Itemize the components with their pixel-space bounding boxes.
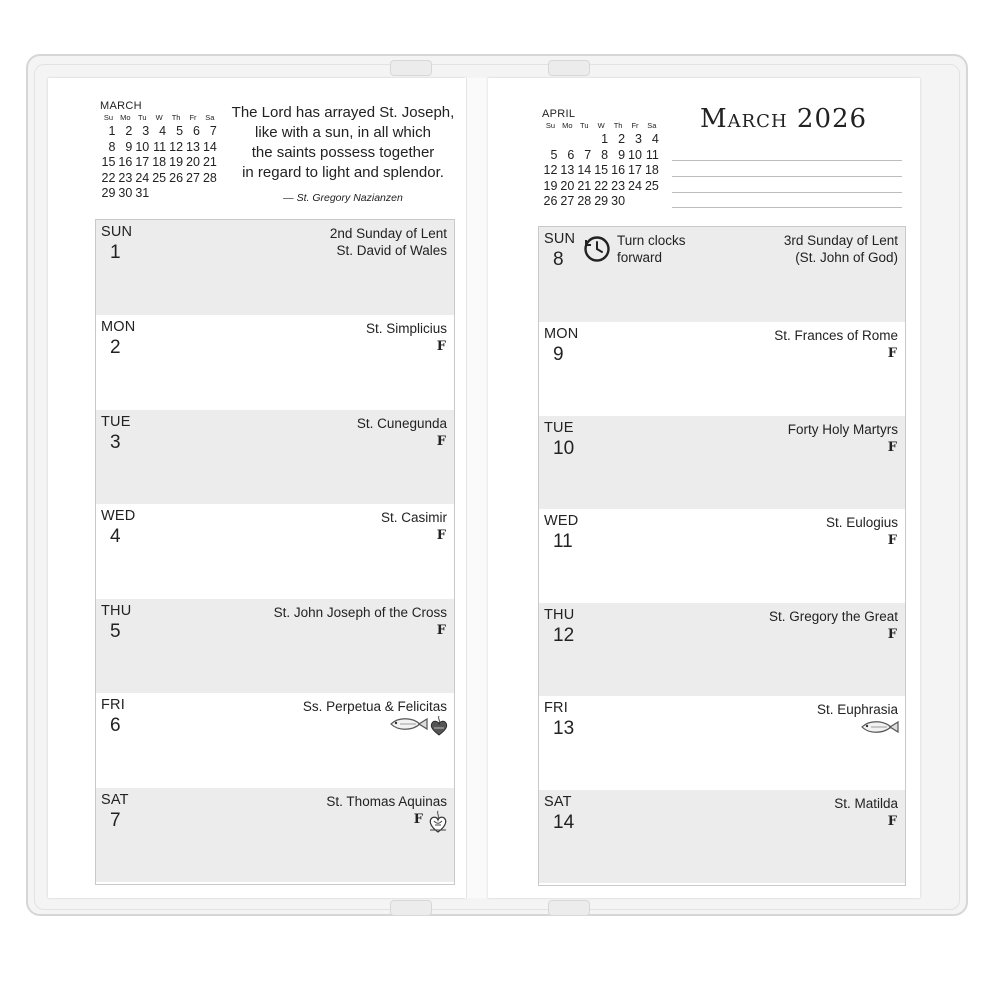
feast-text [303,698,447,715]
sacred-heart-icon [430,716,448,736]
feast-line: St. Matilda [834,796,898,811]
date-number: 14 [553,812,575,833]
mini-calendar-april [542,108,660,210]
mini-date: 16 [611,163,626,177]
feast-text [817,701,898,718]
day-of-week: THU [101,603,132,619]
feast-line: St. Euphrasia [816,702,898,717]
mini-week-row [542,148,660,164]
mini-weekday: Th [613,121,623,130]
quote-line: the saints possess together [251,144,435,161]
day-cell[interactable] [539,416,905,509]
immaculate-heart-icon [428,810,448,834]
mini-date: 18 [152,155,167,169]
note-line[interactable] [672,160,902,161]
date-number: 4 [110,526,121,547]
feast-line: St. Frances of Rome [774,328,898,343]
mini-date: 26 [169,170,184,185]
mini-weekday: Su [103,113,114,122]
mini-date: 4 [651,132,659,146]
feast-line: Forty Holy Martyrs [787,422,898,437]
cover-tab [548,60,590,76]
mini-date: 10 [135,139,150,154]
mini-date: 2 [618,132,626,146]
fasting-mark: F [436,623,446,638]
mini-calendar-grid [100,112,218,202]
feast-text [357,415,447,432]
mini-week-row [542,179,660,195]
day-cell[interactable] [539,790,905,883]
mini-date [627,194,644,210]
mini-date [201,186,218,202]
date-number: 3 [110,432,121,453]
feast-line: St. Gregory the Great [768,609,898,624]
mini-date: 17 [628,163,642,177]
feast-text [788,421,898,438]
mini-weekday: Fr [189,113,197,122]
quote-line: like with a sun, in all which [255,124,431,141]
mini-date: 7 [584,147,592,162]
feast-line: St. Casimir [380,510,447,525]
mini-date: 1 [601,132,609,146]
mini-weekday: Tu [138,113,147,122]
date-number: 8 [553,249,564,270]
mini-date: 20 [186,155,200,169]
day-cell[interactable] [96,788,454,882]
mini-date: 30 [611,194,626,208]
mini-date: 25 [644,178,659,193]
mini-date: 29 [594,194,609,208]
quote-block [228,103,458,208]
day-of-week: THU [544,607,575,623]
mini-date: 8 [108,139,116,154]
fasting-mark: F [887,346,897,361]
mini-weekday-row [542,120,660,132]
feast-line: St. Cunegunda [356,416,447,431]
page-gutter [466,78,490,898]
mini-date: 22 [594,178,609,193]
day-cell[interactable] [96,220,454,315]
mini-weekday: Sa [205,113,215,122]
date-number: 9 [553,344,564,365]
day-cell[interactable] [539,696,905,790]
fasting-mark: F [436,434,446,449]
mini-week-row [100,155,218,171]
day-of-week: WED [544,513,579,529]
mini-date: 21 [202,155,217,169]
mini-week-row [100,124,218,140]
mini-date: 28 [577,194,592,208]
note-line[interactable] [672,192,902,193]
mini-date: 3 [142,124,150,138]
mini-date: 20 [560,178,575,193]
mini-date: 13 [560,163,575,177]
feast-line: St. Eulogius [825,515,898,530]
cover-tab [548,900,590,916]
day-cell[interactable] [539,603,905,696]
mini-date: 19 [543,178,558,193]
mini-date: 14 [577,163,592,177]
mini-date: 9 [618,147,626,162]
fasting-mark: F [436,528,446,543]
date-number: 11 [553,531,573,552]
date-number: 2 [110,337,121,358]
mini-week-row [542,163,660,179]
feast-line: St. Thomas Aquinas [326,794,447,809]
feast-text [834,795,898,812]
mini-date: 3 [634,132,642,146]
mini-week-row [542,132,660,148]
daylight-saving-line: forward [617,250,663,265]
feast-text [330,225,447,259]
day-cell[interactable] [96,599,454,693]
date-number: 1 [110,242,121,263]
fasting-mark: F [887,533,897,548]
mini-date: 5 [176,124,184,138]
mini-date: 19 [169,155,184,169]
mini-date: 7 [209,124,217,138]
day-of-week: MON [544,326,579,342]
note-line[interactable] [672,176,902,177]
page-title [700,104,867,134]
mini-date: 24 [628,178,642,193]
mini-date: 1 [108,124,116,138]
mini-date: 15 [594,163,609,177]
date-number: 7 [110,810,121,831]
feast-text [274,604,447,621]
feast-text [774,327,898,344]
fasting-mark: F [413,812,423,827]
mini-date: 12 [169,139,184,154]
mini-calendar-month: APRIL [542,108,576,120]
mini-weekday: W [155,113,163,122]
mini-date: 24 [135,170,150,185]
day-cell[interactable] [539,509,905,603]
mini-date: 4 [159,124,167,138]
mini-week-row [100,171,218,187]
cover-tab [390,60,432,76]
day-of-week: SAT [101,792,129,808]
fish-icon [859,719,899,735]
feast-line: Ss. Perpetua & Felicitas [302,699,447,714]
mini-weekday: Mo [562,121,573,130]
day-of-week: TUE [544,420,574,436]
mini-weekday-row [100,112,218,124]
mini-weekday: Sa [647,121,657,130]
mini-date: 23 [611,178,626,193]
day-cell[interactable] [96,410,454,504]
date-number: 6 [110,715,121,736]
feast-line: St. David of Wales [336,243,447,258]
day-cell[interactable] [96,693,454,788]
fish-icon [388,716,428,732]
mini-weekday: W [597,121,605,130]
quote-line: in regard to light and splendor. [242,164,444,181]
feast-line: St. Simplicius [365,321,447,336]
mini-date [185,186,202,202]
feast-text [366,320,447,337]
mini-week-row [100,186,218,202]
mini-date: 21 [577,178,592,193]
mini-calendar-month: MARCH [100,100,142,112]
mini-date: 6 [567,147,575,162]
feast-text [769,608,898,625]
mini-date: 29 [101,186,116,200]
mini-calendar-march [100,100,218,202]
day-of-week: SUN [101,224,133,240]
mini-date: 17 [135,155,150,169]
date-number: 12 [553,625,575,646]
mini-date [559,132,576,148]
day-of-week: MON [101,319,136,335]
mini-date: 25 [152,170,167,185]
mini-weekday: Th [171,113,181,122]
feast-text [381,509,447,526]
mini-date: 5 [550,147,558,162]
mini-date: 18 [644,163,659,177]
mini-date [643,194,660,210]
mini-date: 28 [202,170,217,185]
mini-date: 26 [543,194,558,208]
mini-weekday: Fr [631,121,639,130]
mini-date: 16 [118,155,133,169]
fasting-mark: F [887,627,897,642]
week-column-right [538,226,906,886]
day-of-week: FRI [544,700,568,716]
mini-date: 11 [645,147,659,162]
feast-line: (St. John of God) [795,250,898,265]
mini-date [576,132,593,148]
week-column-left [95,219,455,885]
date-number: 5 [110,621,121,642]
day-cell[interactable] [96,504,454,599]
day-cell[interactable] [539,322,905,416]
mini-date: 14 [202,139,217,154]
mini-date: 10 [628,147,642,162]
mini-date: 12 [543,163,558,177]
mini-calendar-grid [542,120,660,210]
feast-text [826,514,898,531]
day-of-week: SUN [544,231,576,247]
mini-weekday: Su [545,121,556,130]
mini-date: 31 [135,186,150,200]
daylight-saving-text [617,232,686,266]
mini-date: 22 [101,170,116,185]
mini-date: 9 [125,139,133,154]
day-cell[interactable] [96,315,454,410]
mini-date: 2 [125,124,133,138]
mini-date: 11 [153,139,167,154]
quote-line: The Lord has arrayed St. Joseph, [231,104,455,121]
page-title-text: March 2026 [700,104,868,134]
date-number: 10 [553,438,575,459]
mini-date [542,132,559,148]
mini-date [168,186,185,202]
fasting-mark: F [887,440,897,455]
feast-text [784,232,898,266]
day-of-week: TUE [101,414,131,430]
day-of-week: WED [101,508,136,524]
note-line[interactable] [672,207,902,208]
daylight-saving-line: Turn clocks [617,233,686,248]
day-cell[interactable] [539,227,905,322]
feast-text [326,793,447,810]
mini-weekday: Mo [120,113,131,122]
quote-attribution: — St. Gregory Nazianzen [283,192,403,204]
mini-date: 8 [601,147,609,162]
feast-line: St. John Joseph of the Cross [273,605,447,620]
mini-date: 6 [192,124,200,138]
mini-weekday: Tu [580,121,589,130]
cover-tab [390,900,432,916]
feast-line: 3rd Sunday of Lent [783,233,898,248]
mini-week-row [542,194,660,210]
mini-date: 27 [186,170,200,185]
fasting-mark: F [436,339,446,354]
mini-date: 30 [118,186,133,200]
fasting-mark: F [887,814,897,829]
clock-forward-icon [583,235,611,263]
mini-date: 27 [560,194,575,208]
mini-date: 13 [186,139,200,154]
mini-date [151,186,168,202]
date-number: 13 [553,718,575,739]
mini-week-row [100,140,218,156]
mini-date: 23 [118,170,133,185]
mini-date: 15 [101,155,116,169]
day-of-week: SAT [544,794,572,810]
feast-line: 2nd Sunday of Lent [329,226,447,241]
day-of-week: FRI [101,697,125,713]
